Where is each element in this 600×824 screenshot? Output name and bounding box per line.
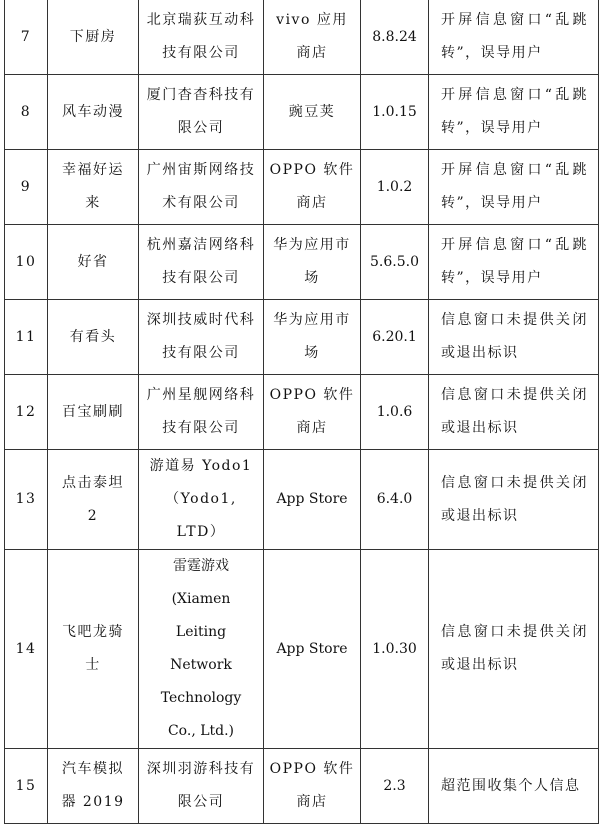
row-number: 11 [5,300,48,375]
app-name: 点击泰坦 2 [48,450,139,550]
app-name: 飞吧龙骑士 [48,550,139,749]
issue: 开屏信息窗口“乱跳转”，误导用户 [429,75,599,150]
issue: 开屏信息窗口“乱跳转”，误导用户 [429,225,599,300]
issue: 开屏信息窗口“乱跳转”，误导用户 [429,150,599,225]
row-number: 12 [5,375,48,450]
issue: 超范围收集个人信息 [429,749,599,824]
app-store: OPPO 软件商店 [264,375,361,450]
issue: 信息窗口未提供关闭或退出标识 [429,300,599,375]
app-violation-table [4,0,599,824]
developer: 游道易 Yodo1（Yodo1, LTD） [139,450,264,550]
developer: 雷霆游戏 (Xiamen Leiting Network Technology Co., Ltd.) [139,550,264,749]
issue: 信息窗口未提供关闭或退出标识 [429,550,599,749]
app-name: 好省 [48,225,139,300]
app-version: 6.20.1 [361,300,429,375]
row-number: 14 [5,550,48,749]
table-row [5,0,599,75]
app-name: 百宝刷刷 [48,375,139,450]
row-number: 8 [5,75,48,150]
developer: 广州星舰网络科技有限公司 [139,375,264,450]
app-name: 有看头 [48,300,139,375]
row-number: 15 [5,749,48,824]
app-version: 5.6.5.0 [361,225,429,300]
app-version: 6.4.0 [361,450,429,550]
app-store: 豌豆荚 [264,75,361,150]
table-row [5,749,599,824]
app-version: 1.0.30 [361,550,429,749]
issue: 信息窗口未提供关闭或退出标识 [429,450,599,550]
app-store: OPPO 软件商店 [264,749,361,824]
table-row [5,450,599,550]
table-row [5,75,599,150]
app-store: vivo 应用商店 [264,0,361,75]
row-number: 9 [5,150,48,225]
app-name: 下厨房 [48,0,139,75]
app-version: 1.0.6 [361,375,429,450]
app-version: 1.0.2 [361,150,429,225]
developer: 厦门杳杳科技有限公司 [139,75,264,150]
developer: 广州宙斯网络技术有限公司 [139,150,264,225]
table-row [5,300,599,375]
app-store: OPPO 软件商店 [264,150,361,225]
app-name: 风车动漫 [48,75,139,150]
developer: 杭州嘉洁网络科技有限公司 [139,225,264,300]
app-version: 2.3 [361,749,429,824]
row-number: 10 [5,225,48,300]
table-row [5,550,599,749]
table-row [5,150,599,225]
issue: 信息窗口未提供关闭或退出标识 [429,375,599,450]
app-store: App Store [264,550,361,749]
row-number: 13 [5,450,48,550]
app-name: 汽车模拟器 2019 [48,749,139,824]
issue: 开屏信息窗口“乱跳转”，误导用户 [429,0,599,75]
table-row [5,375,599,450]
developer: 北京瑞荻互动科技有限公司 [139,0,264,75]
app-name: 幸福好运来 [48,150,139,225]
app-version: 8.8.24 [361,0,429,75]
row-number: 7 [5,0,48,75]
app-store: 华为应用市场 [264,225,361,300]
developer: 深圳技威时代科技有限公司 [139,300,264,375]
app-store: 华为应用市场 [264,300,361,375]
app-store: App Store [264,450,361,550]
table-row [5,225,599,300]
developer: 深圳羽游科技有限公司 [139,749,264,824]
app-version: 1.0.15 [361,75,429,150]
